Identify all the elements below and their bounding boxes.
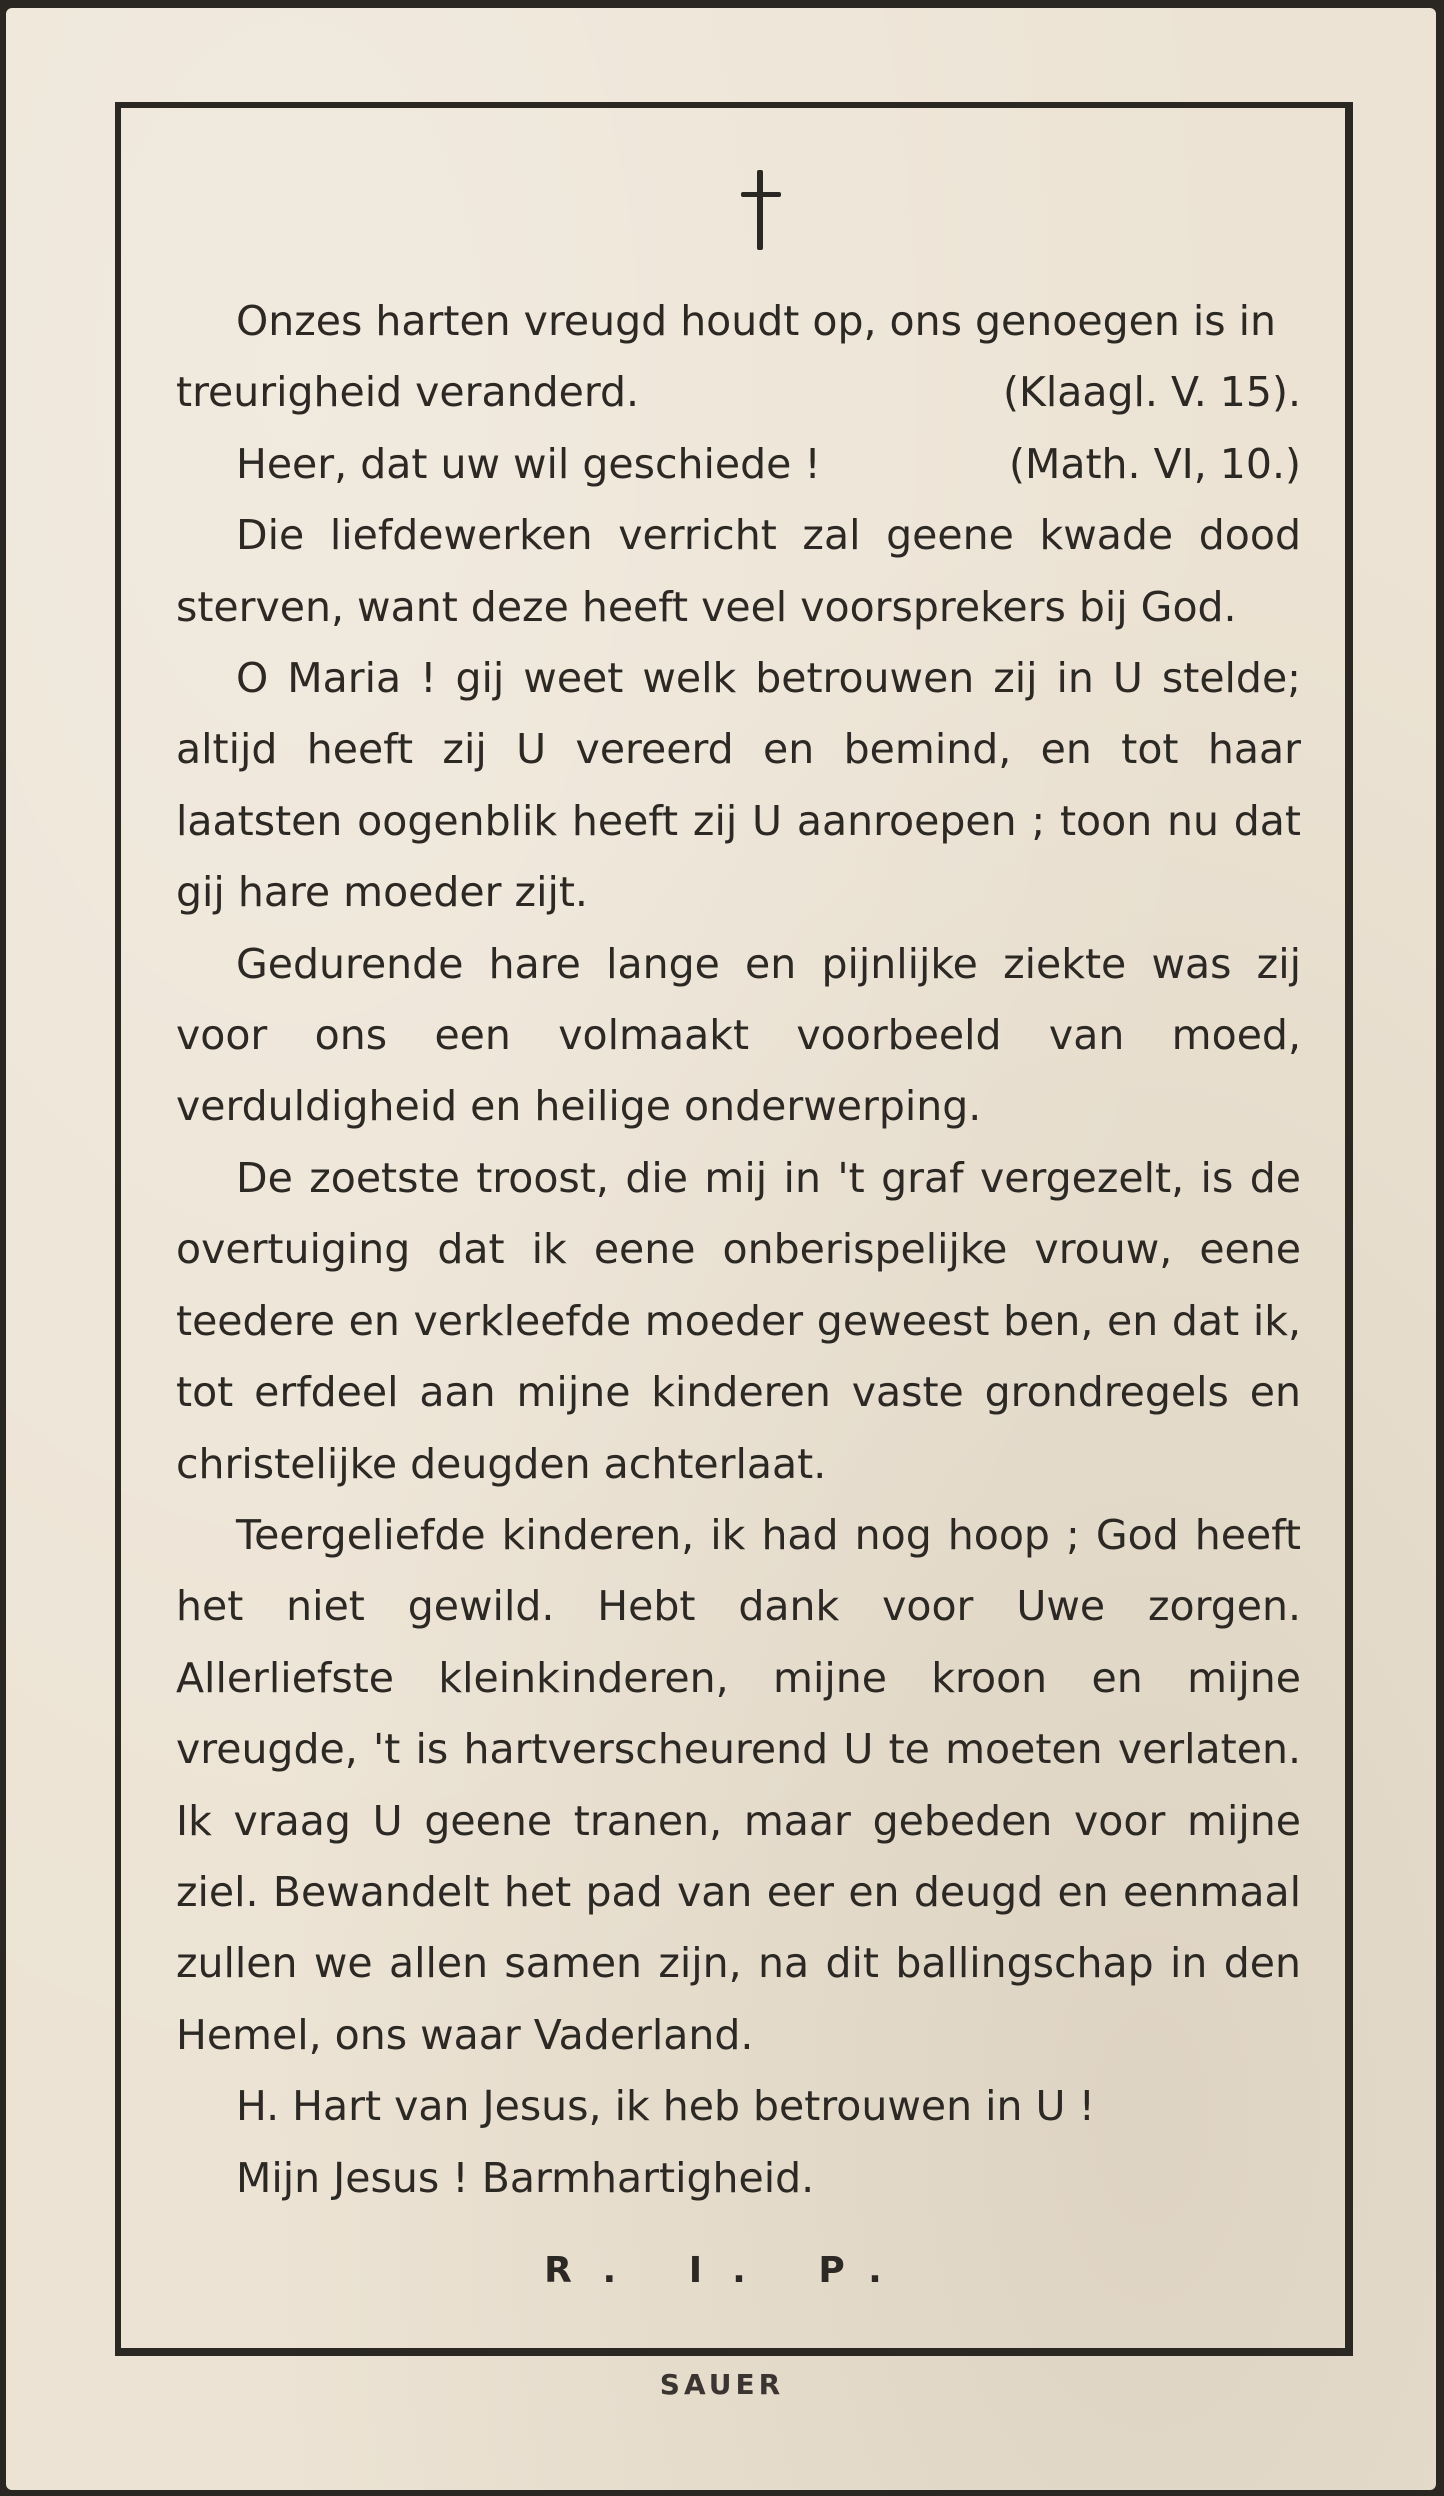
paragraph: Gedurende hare lange en pijnlijke ziekte was zij voor ons een volmaakt voorbeeld van moed, verduldigheid en heilige onderwerping. [176, 939, 1301, 1131]
rip-text: R. I. P. [544, 2250, 912, 2291]
memorial-card [6, 8, 1436, 2490]
paragraph: De zoetste troost, die mij in 't graf vergezelt, is de overtuiging dat ik eene onberispelijke vrouw, eene teedere en verkleefde moeder geweest ben, en dat ik, tot erfdeel aan mijne kinderen vaste grondregels en christelijke deugden achterlaat. [176, 1153, 1301, 1488]
printer-mark: SAUER [659, 2368, 785, 2401]
paragraph: Teergeliefde kinderen, ik had nog hoop ; God heeft het niet gewild. Hebt dank voor Uwe zorgen. Allerliefste kleinkinderen, mijne kroon en mijne vreugde, 't is hartverscheurend U te moeten verlaten. Ik vraag U geene tranen, maar gebeden voor mijne ziel. Bewandelt het pad van eer en deugd en eenmaal zullen we allen samen zijn, na dit ballingschap in den Hemel, ons waar Vaderland. [176, 1510, 1301, 2059]
quote-klaagl: Onzes harten vreugd houdt op, ons genoegen is in treurigheid veranderd. (Klaagl. V. 15). [176, 297, 1301, 417]
closing-line: Mijn Jesus ! Barmhartigheid. [236, 2153, 815, 2202]
card-text [176, 286, 1301, 2214]
paragraph: O Maria ! gij weet welk betrouwen zij in U stelde; altijd heeft zij U vereerd en bemind, en tot haar laatsten oogenblik heeft zij U aanroepen ; toon nu dat gij hare moeder zijt. [176, 654, 1301, 917]
closing-line: H. Hart van Jesus, ik heb betrouwen in U ! [236, 2082, 1096, 2131]
paragraph: Die liefdewerken verricht zal geene kwade dood sterven, want deze heeft veel voorsprekers bij God. [176, 511, 1301, 631]
quote-math: Heer, dat uw wil geschiede ! (Math. VI, 10.) [236, 439, 1301, 488]
cross-icon [741, 170, 781, 250]
